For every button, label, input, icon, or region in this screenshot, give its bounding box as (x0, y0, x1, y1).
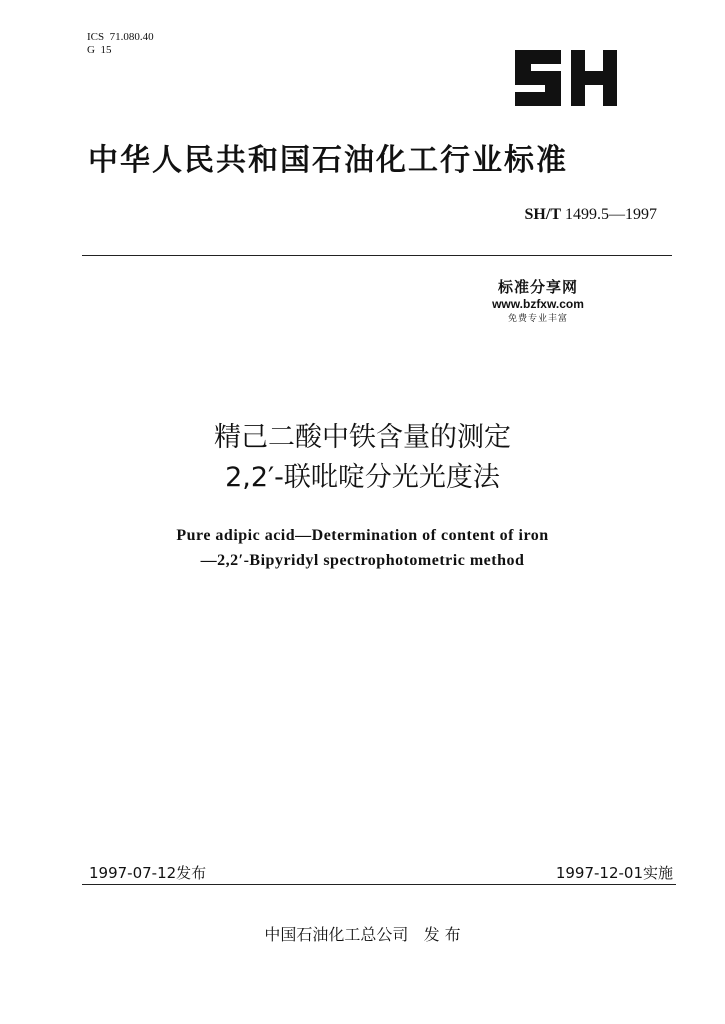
watermark-url: www.bzfxw.com (492, 297, 584, 311)
standard-number (525, 206, 657, 224)
english-title (0, 523, 725, 573)
standard-code: 1499.5—1997 (565, 206, 657, 223)
category-code: G 15 (87, 44, 112, 56)
publisher: 中国石油化工总公司 发 布 (264, 925, 461, 944)
english-title-line-1: Pure adipic acid—Determination of content of iron (176, 527, 549, 544)
watermark (488, 276, 588, 324)
logo-letter-s (515, 50, 561, 106)
implementation-date: 1997-12-01实施 (555, 864, 673, 882)
english-title-line-2: —2,2′-Bipyridyl spectrophotometric method (200, 552, 525, 569)
publish-date: 1997-07-12发布 (89, 864, 207, 882)
chinese-title (0, 418, 725, 498)
bottom-divider (82, 884, 676, 885)
standard-prefix: SH/T (524, 206, 561, 223)
sh-logo (511, 46, 621, 110)
logo-letter-h (571, 50, 617, 106)
top-divider (82, 255, 672, 256)
watermark-line-1: 标准分享网 (497, 278, 578, 296)
ics-code: ICS 71.080.40 (87, 31, 154, 43)
organization-title: 中华人民共和国石油化工行业标准 (88, 143, 568, 178)
chinese-title-line-1: 精己二酸中铁含量的测定 (214, 422, 511, 453)
watermark-line-3: 免费专业丰富 (507, 314, 568, 324)
chinese-title-line-2: 2,2′-联吡啶分光光度法 (225, 462, 500, 493)
classification-codes (87, 31, 154, 57)
